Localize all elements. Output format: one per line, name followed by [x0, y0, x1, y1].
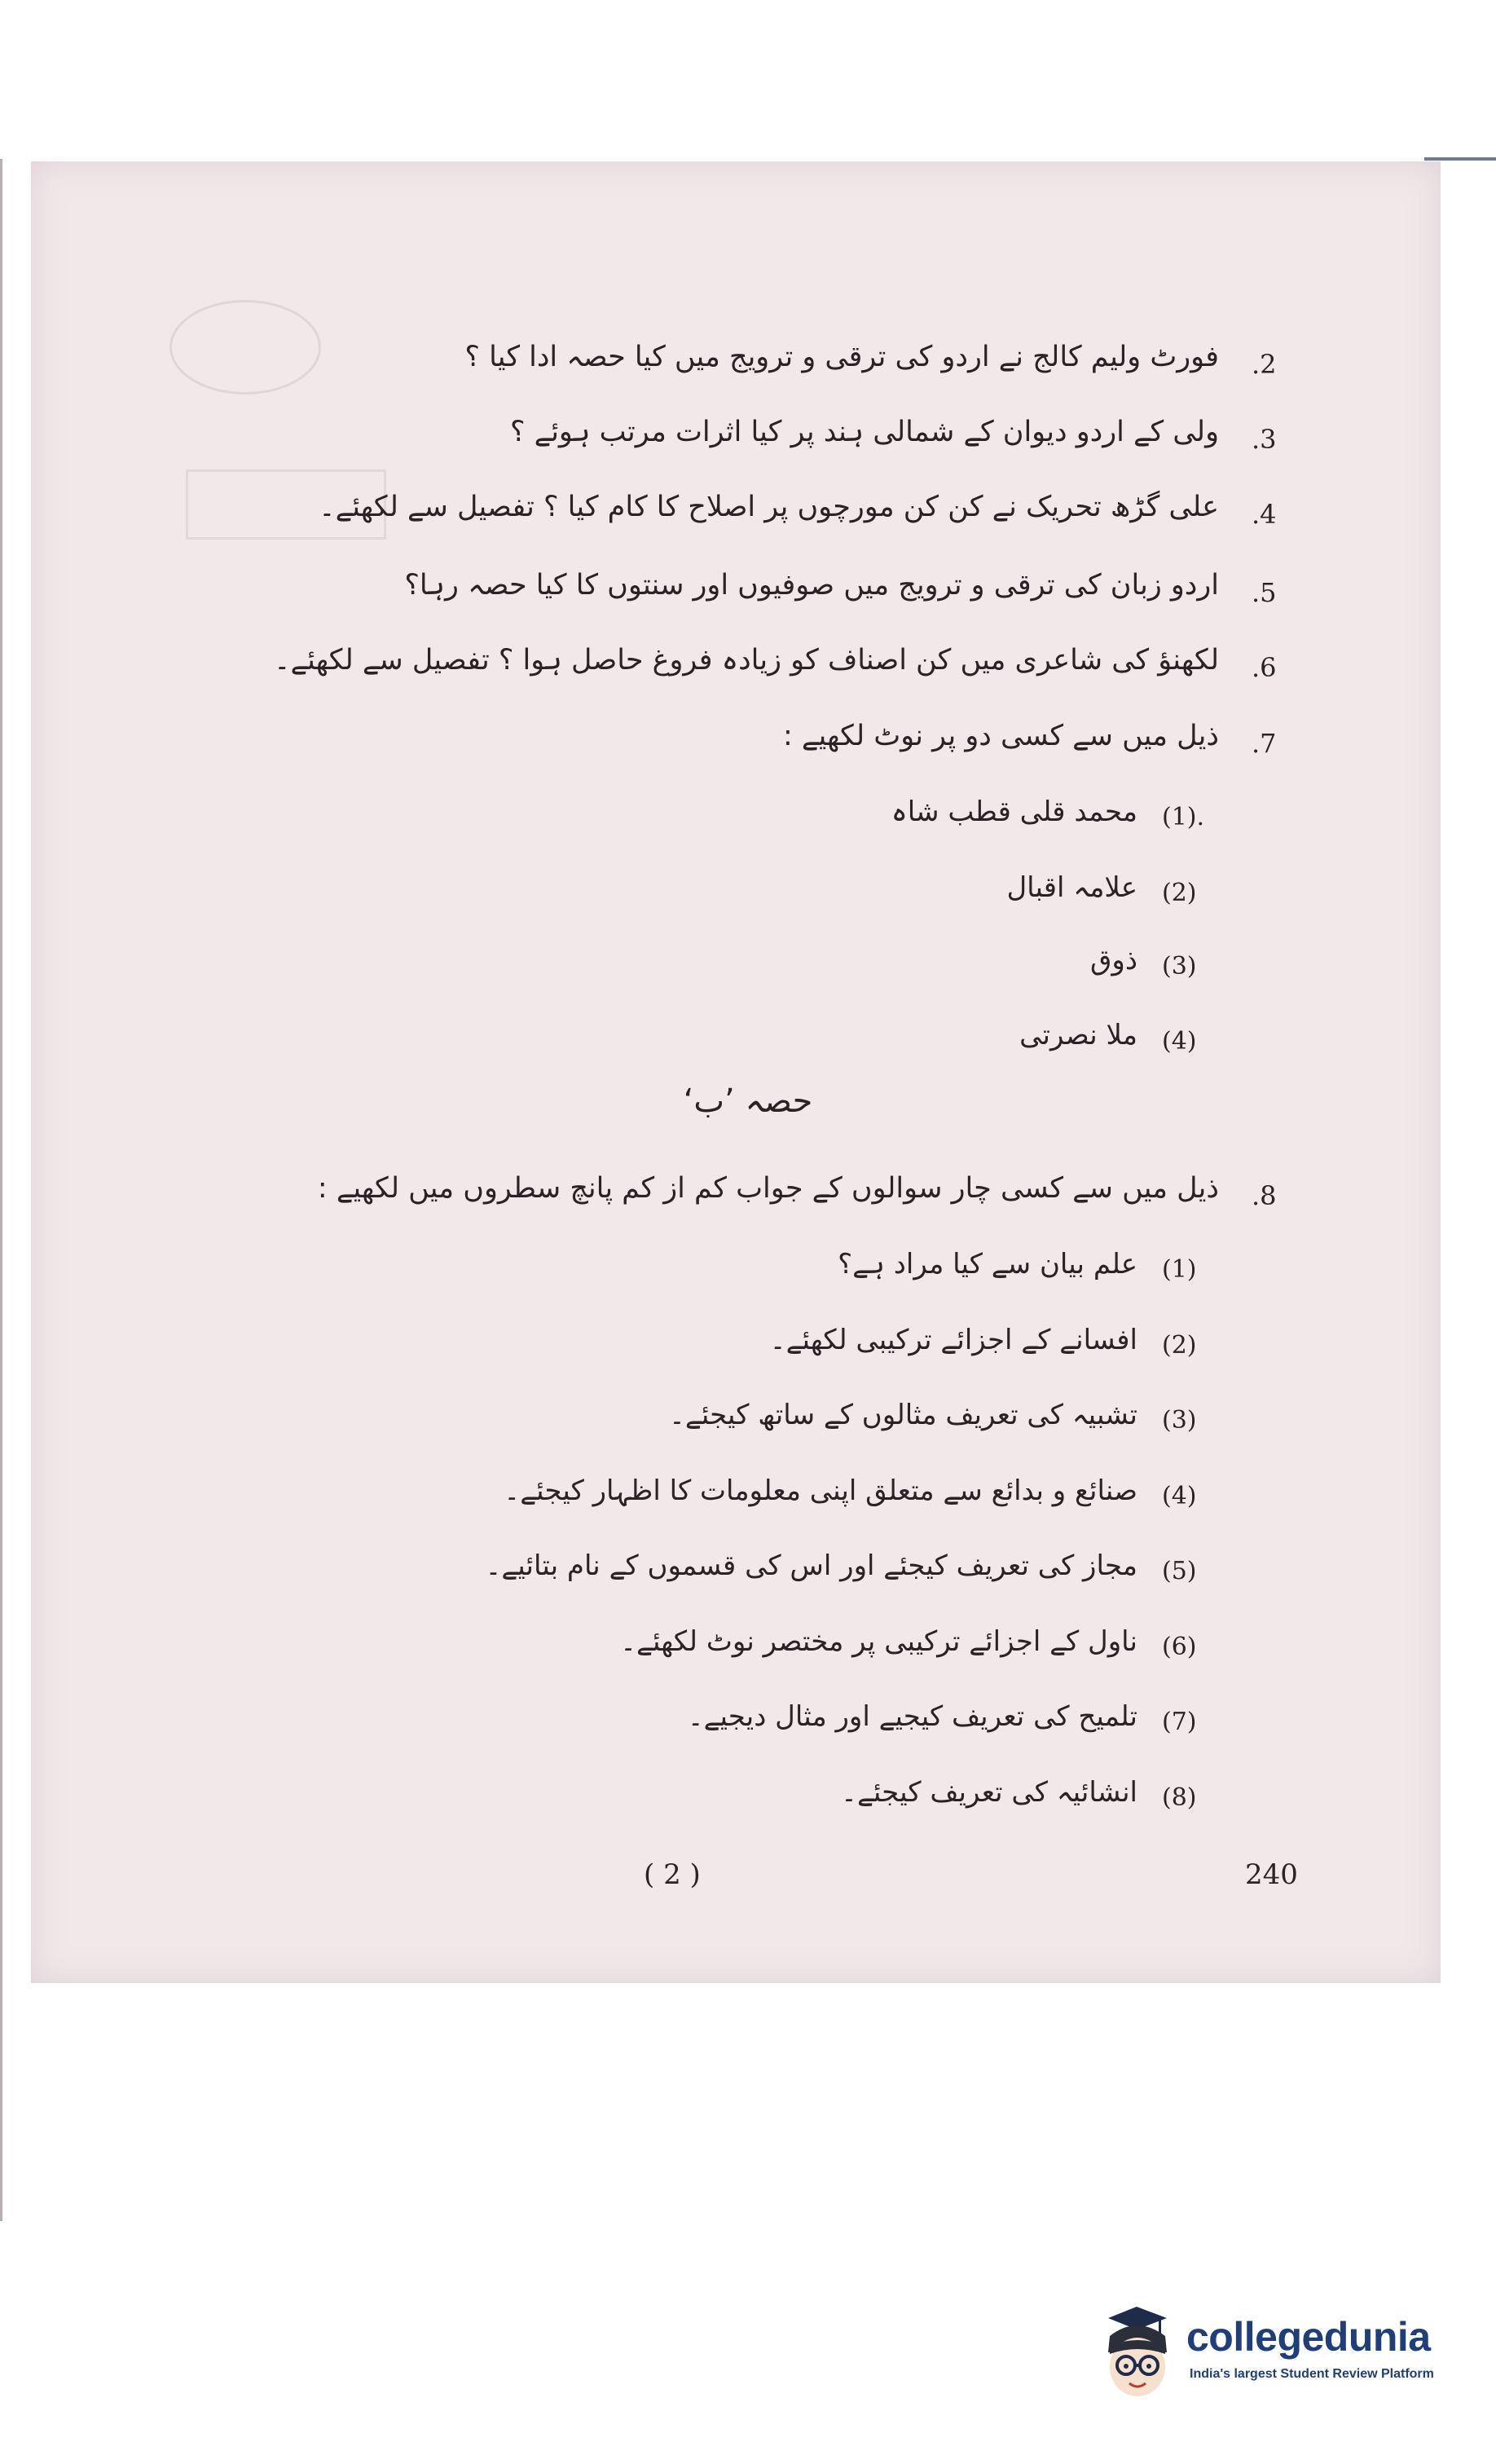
option-text: محمد قلی قطب شاہ — [891, 796, 1137, 828]
question-number: .8 — [1252, 1180, 1277, 1211]
question-number: .2 — [1252, 349, 1277, 380]
question-number: .6 — [1252, 652, 1277, 683]
question-number: .5 — [1252, 577, 1277, 608]
brand-tagline: India's largest Student Review Platform — [1190, 2367, 1434, 2381]
option-number: (1) — [1162, 1255, 1197, 1284]
bleed-through-circle — [169, 300, 321, 395]
option-text: ناول کے اجزائے ترکیبی پر مختصر نوٹ لکھئے۔ — [620, 1625, 1137, 1658]
question-number: .4 — [1252, 499, 1277, 530]
option-number: (8) — [1162, 1783, 1197, 1812]
page-number: ( 2 ) — [644, 1858, 701, 1891]
option-text: علم بیان سے کیا مراد ہے؟ — [838, 1248, 1137, 1280]
option-text: مجاز کی تعریف کیجئے اور اس کی قسموں کے نام بتائیے۔ — [485, 1549, 1137, 1582]
option-text: ذوق — [1090, 944, 1137, 976]
option-number: (4) — [1162, 1027, 1197, 1056]
option-number: (6) — [1162, 1633, 1197, 1661]
paper-code: 240 — [1245, 1858, 1298, 1891]
question-text: علی گڑھ تحریک نے کن کن مورچوں پر اصلاح کا کام کیا ؟ تفصیل سے لکھئے۔ — [319, 491, 1219, 523]
option-text: انشائیہ کی تعریف کیجئے۔ — [841, 1776, 1137, 1809]
scan-left-edge — [0, 159, 2, 2221]
option-text: تلمیح کی تعریف کیجیے اور مثال دیجیے۔ — [687, 1700, 1137, 1733]
option-number: (3) — [1162, 952, 1197, 981]
option-number: (1). — [1162, 803, 1205, 831]
question-text: ذیل میں سے کسی چار سوالوں کے جواب کم از کم پانچ سطروں میں لکھیے : — [317, 1172, 1219, 1205]
scan-top-rule — [1424, 157, 1496, 161]
section-b-heading: حصہ ’ب‘ — [683, 1082, 813, 1120]
mascot-icon — [1092, 2303, 1181, 2401]
option-text: علامہ اقبال — [1006, 871, 1137, 904]
question-number: .3 — [1252, 424, 1277, 455]
option-text: صنائع و بدائع سے متعلق اپنی معلومات کا اظہار کیجئے۔ — [504, 1474, 1137, 1507]
option-number: (3) — [1162, 1406, 1197, 1435]
option-number: (2) — [1162, 1331, 1197, 1360]
question-number: .7 — [1252, 728, 1277, 759]
option-text: افسانے کے اجزائے ترکیبی لکھئے۔ — [769, 1324, 1137, 1356]
option-number: (7) — [1162, 1708, 1197, 1736]
question-text: فورٹ ولیم کالج نے اردو کی ترقی و ترویج میں کیا حصہ ادا کیا ؟ — [464, 341, 1219, 373]
question-text: ولی کے اردو دیوان کے شمالی ہند پر کیا اثرات مرتب ہوئے ؟ — [509, 416, 1219, 448]
collegedunia-logo — [1092, 2303, 1450, 2401]
question-text: ذیل میں سے کسی دو پر نوٹ لکھیے : — [783, 720, 1219, 752]
question-text: لکھنؤ کی شاعری میں کن اصناف کو زیادہ فروغ حاصل ہوا ؟ تفصیل سے لکھئے۔ — [274, 644, 1219, 677]
option-text: ملا نصرتی — [1019, 1019, 1137, 1051]
question-text: اردو زبان کی ترقی و ترویج میں صوفیوں اور سنتوں کا کیا حصہ رہا؟ — [404, 569, 1219, 602]
option-number: (2) — [1162, 879, 1197, 907]
option-text: تشبیہ کی تعریف مثالوں کے ساتھ کیجئے۔ — [668, 1399, 1137, 1431]
option-number: (5) — [1162, 1557, 1197, 1585]
option-number: (4) — [1162, 1482, 1197, 1510]
brand-name: collegedunia — [1186, 2314, 1431, 2360]
